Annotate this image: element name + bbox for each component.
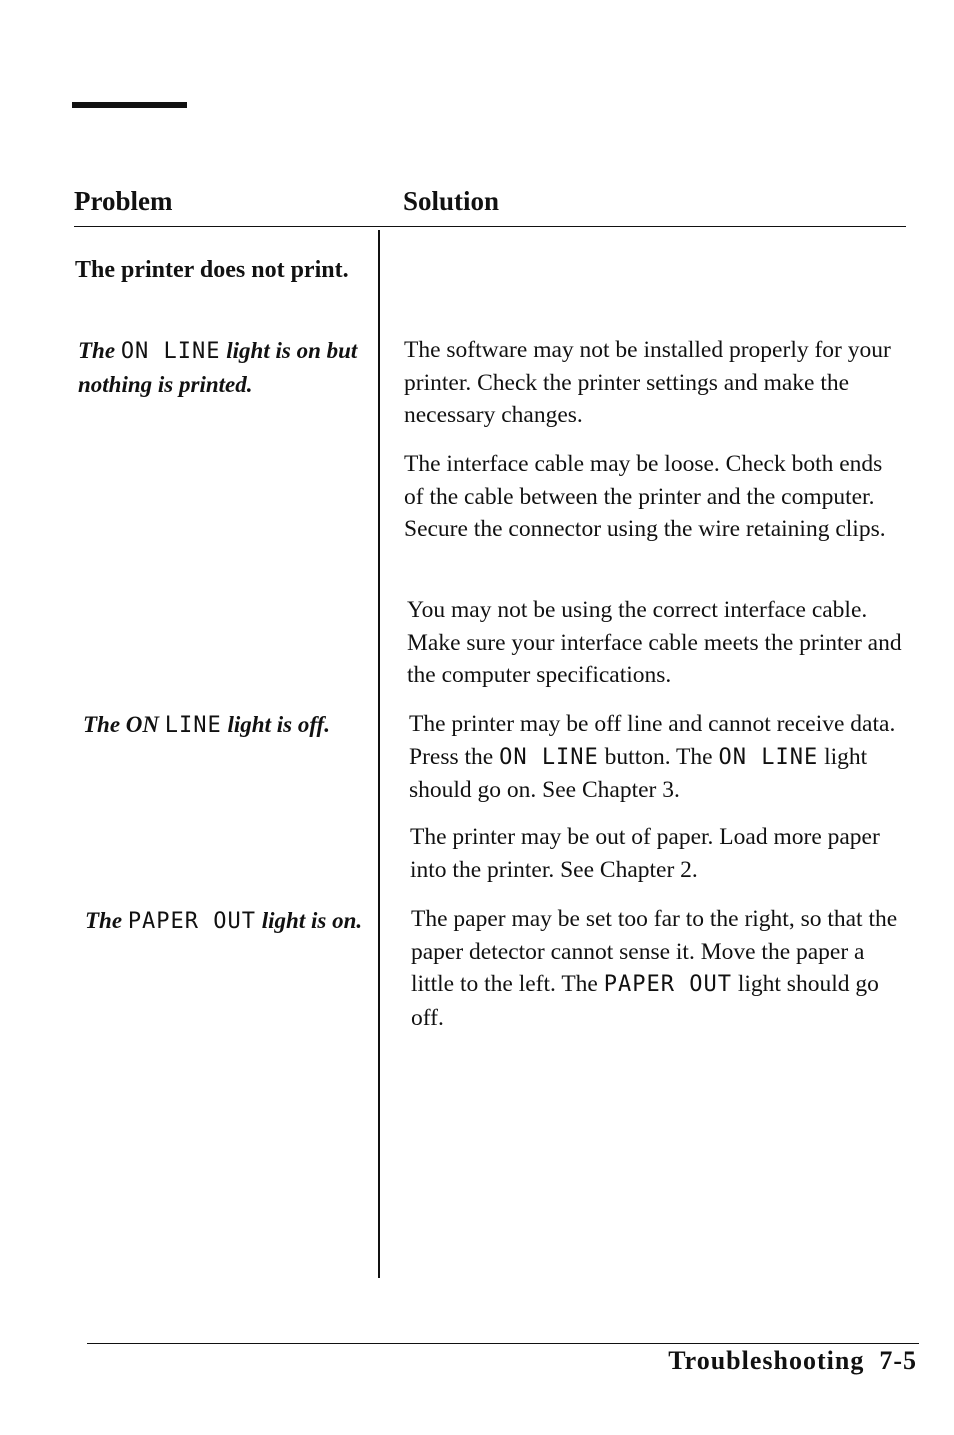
footer-rule: [87, 1343, 919, 1344]
solution-software: The software may not be installed properly for your printer. Check the printer settings and make the necessary changes.: [404, 337, 891, 428]
button-name: ON LINE: [499, 744, 599, 770]
solution-text: The paper may be set too far to the right, so that the paper detector cannot sense it. Move the paper a little to the left. The: [411, 906, 898, 997]
problem-paper-out-light-on: [85, 904, 365, 938]
page-footer: [668, 1346, 917, 1376]
column-divider: [378, 230, 380, 1278]
problem-online-light-off: [83, 708, 333, 742]
solution-offline: [409, 708, 904, 807]
solution-wrong-cable: You may not be using the correct interface cable. Make sure your interface cable meets the printer and the computer specifications.: [407, 597, 902, 688]
indicator-name: PAPER OUT: [127, 909, 257, 934]
solution-text: The printer may be off line and cannot receive data. Press the: [409, 711, 896, 770]
indicator-name: LINE: [164, 713, 222, 738]
indicator-name: ON LINE: [120, 339, 221, 364]
problem-text: light is on.: [261, 908, 363, 933]
indicator-name: ON LINE: [718, 744, 819, 770]
column-header-problem: Problem: [74, 186, 173, 216]
solution-text: button. The: [604, 743, 713, 770]
header-rule: [74, 226, 906, 227]
column-header-solution: Solution: [403, 186, 500, 216]
indicator-name: PAPER OUT: [603, 972, 732, 997]
problem-text: light is off.: [227, 712, 330, 737]
solution-text: light should go on. See Chapter 3.: [409, 743, 868, 803]
solution-cable-loose: The interface cable may be loose. Check both ends of the cable between the printer and the computer. Secure the connector using the wire retaining clips.: [404, 451, 886, 542]
solution-paper-position: [411, 903, 901, 1034]
footer-section: Troubleshooting: [668, 1346, 865, 1375]
problem-text: The: [78, 338, 116, 363]
problem-online-light-on: [78, 334, 358, 401]
page-number: 7-5: [879, 1346, 917, 1375]
problem-text: The ON: [83, 712, 160, 737]
top-rule: [72, 102, 187, 108]
problem-text: light is on but nothing is printed.: [78, 338, 358, 397]
main-problem: The printer does not print.: [75, 257, 349, 283]
solution-text: light should go off.: [411, 971, 879, 1031]
problem-text: The: [85, 908, 123, 933]
solution-out-of-paper: The printer may be out of paper. Load more paper into the printer. See Chapter 2.: [410, 824, 880, 883]
